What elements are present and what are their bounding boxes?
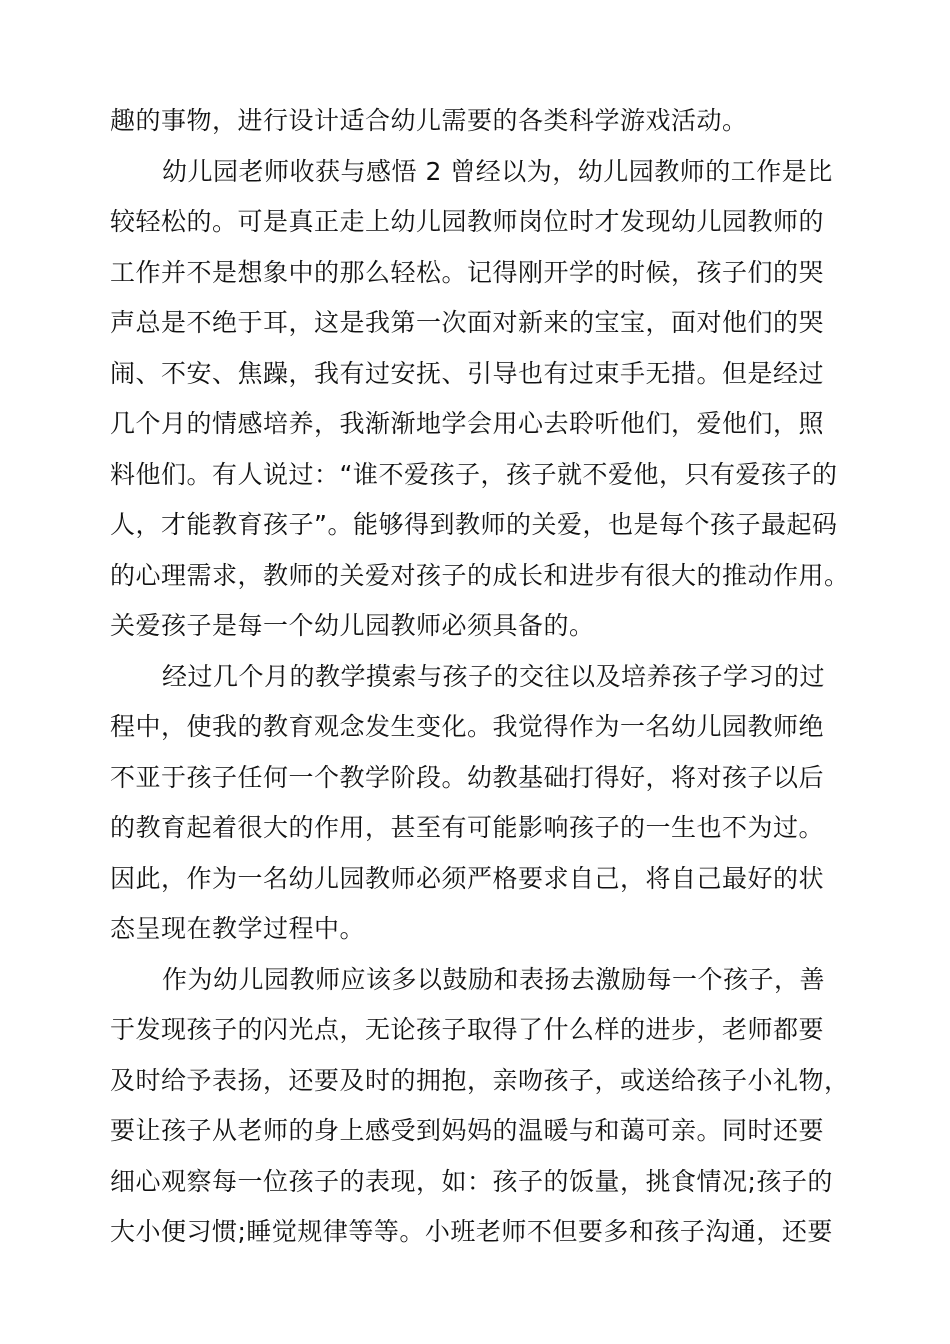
text-line: 要让孩子从老师的身上感受到妈妈的温暖与和蔼可亲。同时还要 xyxy=(110,1116,825,1145)
text-line: 大小便习惯;睡觉规律等等。小班老师不但要多和孩子沟通，还要 xyxy=(110,1217,833,1246)
text-line: 细心观察每一位孩子的表现，如：孩子的饭量，挑食情况;孩子的 xyxy=(110,1166,833,1196)
text-line: 于发现孩子的闪光点，无论孩子取得了什么样的进步，老师都要 xyxy=(110,1015,825,1044)
text-line: 程中，使我的教育观念发生变化。我觉得作为一名幼儿园教师绝 xyxy=(110,712,825,741)
text-line: 及时给予表扬，还要及时的拥抱，亲吻孩子，或送给孩子小礼物， xyxy=(110,1065,850,1095)
text-line: 工作并不是想象中的那么轻松。记得刚开学的时候，孩子们的哭 xyxy=(110,257,825,287)
text-line: 料他们。有人说过：“谁不爱孩子，孩子就不爱他，只有爱孩子的 xyxy=(110,459,838,489)
text-line: 较轻松的。可是真正走上幼儿园教师岗位时才发现幼儿园教师的 xyxy=(110,207,825,236)
text-line: 声总是不绝于耳，这是我第一次面对新来的宝宝，面对他们的哭 xyxy=(110,308,825,337)
text-line: 人，才能教育孩子”。能够得到教师的关爱，也是每个孩子最起码 xyxy=(110,510,838,539)
document-body xyxy=(110,96,850,1258)
text-line: 不亚于孩子任何一个教学阶段。幼教基础打得好，将对孩子以后 xyxy=(110,762,825,792)
text-line: 趣的事物，进行设计适合幼儿需要的各类科学游戏活动。 xyxy=(110,106,748,135)
paragraph-first-line: 幼儿园老师收获与感悟 2 曾经以为，幼儿园教师的工作是比 xyxy=(162,156,833,186)
text-line: 闹、不安、焦躁，我有过安抚、引导也有过束手无措。但是经过 xyxy=(110,358,825,388)
text-line: 因此，作为一名幼儿园教师必须严格要求自己，将自己最好的状 xyxy=(110,863,825,893)
text-line: 的心理需求，教师的关爱对孩子的成长和进步有很大的推动作用。 xyxy=(110,560,850,590)
text-line: 的教育起着很大的作用，甚至有可能影响孩子的一生也不为过。 xyxy=(110,813,825,842)
text-line: 态呈现在教学过程中。 xyxy=(110,914,366,943)
paragraph-first-line: 作为幼儿园教师应该多以鼓励和表扬去激励每一个孩子，善 xyxy=(162,964,826,994)
paragraph-first-line: 经过几个月的教学摸索与孩子的交往以及培养孩子学习的过 xyxy=(162,661,826,691)
text-line: 关爱孩子是每一个幼儿园教师必须具备的。 xyxy=(110,611,595,640)
text-line: 几个月的情感培养，我渐渐地学会用心去聆听他们，爱他们，照 xyxy=(110,409,825,438)
